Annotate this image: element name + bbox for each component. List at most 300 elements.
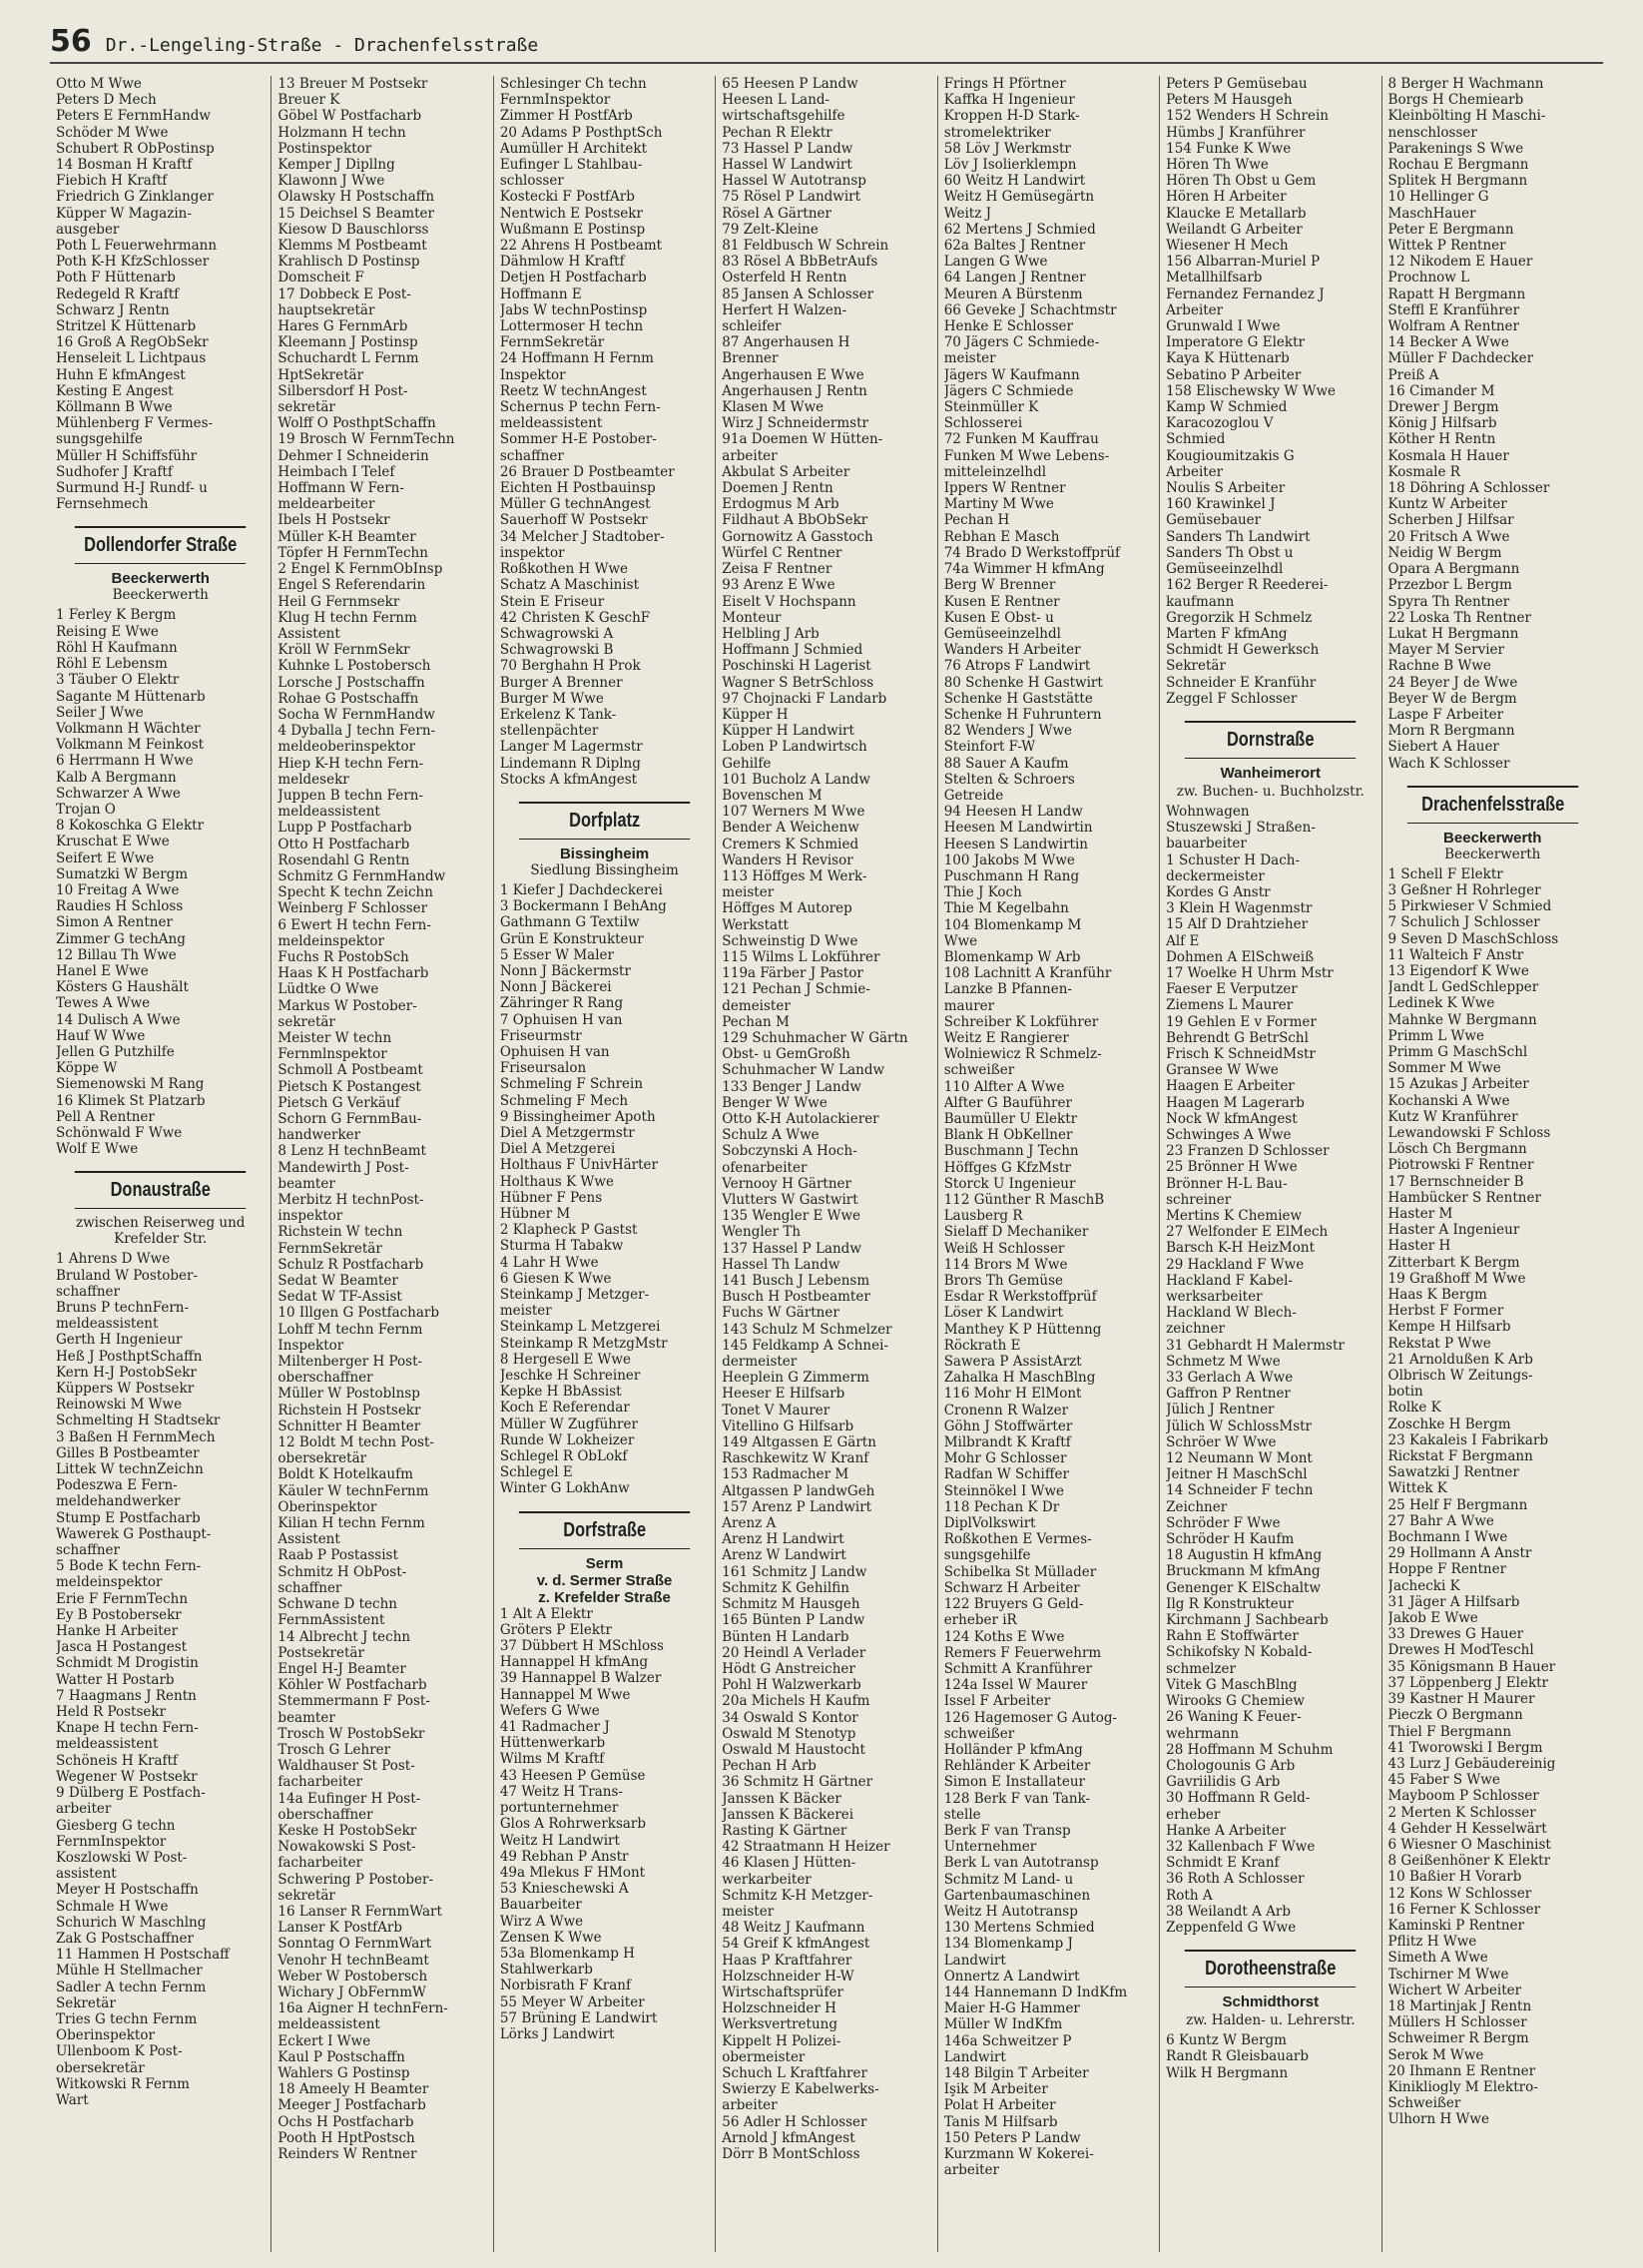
list-item: Burger M Wwe xyxy=(499,690,604,707)
list-item: 129 Schuhmacher W Gärtn xyxy=(722,1029,908,1046)
columns xyxy=(50,76,1603,2252)
list-item: Schorn G FernmBau- xyxy=(277,1111,422,1127)
list-item: Holländer P kfmAng xyxy=(943,1741,1083,1758)
list-item: Hoffmann J Schmied xyxy=(722,642,863,659)
list-item: 25 Brönner H Wwe xyxy=(1166,1159,1298,1176)
list-item: 116 Mohr H ElMont xyxy=(943,1386,1082,1403)
list-item: Schwagrowski A xyxy=(499,625,614,642)
list-item: Mohr G Schlosser xyxy=(943,1450,1067,1467)
list-item: Arnold J kfmAngest xyxy=(722,2129,855,2146)
list-item: Gerth H Ingenieur xyxy=(56,1332,183,1349)
list-item: Hanke A Arbeiter xyxy=(1166,1822,1287,1839)
page-header xyxy=(50,24,1603,64)
list-item: Simon A Rentner xyxy=(56,914,173,931)
list-item: Ledinek K Wwe xyxy=(1387,995,1495,1012)
list-item: Benger W Wwe xyxy=(722,1094,827,1111)
list-item: Gregorzik H Schmelz xyxy=(1166,609,1313,626)
list-item: 148 Bilgin T Arbeiter xyxy=(943,2064,1089,2081)
list-item: 55 Meyer W Arbeiter xyxy=(499,1993,645,2010)
list-item: Scherben J Hilfsar xyxy=(1387,512,1514,529)
list-item: meldesekr xyxy=(277,771,349,788)
list-item: Ulhorn H Wwe xyxy=(1387,2111,1489,2128)
list-item: Surmund H-J Rundf- u xyxy=(56,480,208,497)
list-item: Miltenberger H Post- xyxy=(277,1354,423,1371)
list-item: Janssen K Bäckerei xyxy=(722,1806,854,1823)
list-item: Hannappel M Wwe xyxy=(499,1686,631,1703)
list-item: Schwarz H Arbeiter xyxy=(943,1579,1080,1596)
list-item: Parakenings S Wwe xyxy=(1387,140,1524,157)
list-item: Kempe H Hilfsarb xyxy=(1387,1319,1511,1336)
list-item: 64 Langen J Rentner xyxy=(943,270,1086,286)
list-item: 20 Heindl A Verlader xyxy=(722,1644,866,1661)
page-number: 56 xyxy=(50,24,92,59)
list-item: Arenz A xyxy=(722,1515,777,1532)
list-item: Przezbor L Bergm xyxy=(1387,577,1512,594)
list-item: Müller W Zugführer xyxy=(499,1416,638,1432)
list-item: 32 Kallenbach F Wwe xyxy=(1166,1838,1316,1855)
list-item: Domscheit F xyxy=(277,270,364,286)
list-item: 150 Peters P Landw xyxy=(943,2129,1081,2146)
list-item: 36 Roth A Schlosser xyxy=(1166,1871,1305,1888)
list-item: arbeiter xyxy=(722,2097,778,2114)
list-item: facharbeiter xyxy=(277,1855,363,1872)
list-item: Kippelt H Polizei- xyxy=(722,2032,841,2049)
list-item: Trojan O xyxy=(56,801,116,818)
list-item: Seifert E Wwe xyxy=(56,850,155,866)
list-item: Kochanski A Wwe xyxy=(1387,1092,1510,1109)
list-item: meldearbeiter xyxy=(277,496,375,513)
list-item: Akbulat S Arbeiter xyxy=(722,463,850,480)
list-item: 144 Hannemann D IndKfm xyxy=(943,1984,1128,2000)
list-item: Röhl H Kaufmann xyxy=(56,639,178,656)
column-3 xyxy=(494,76,716,2252)
list-item: Jeschke H Schreiner xyxy=(499,1368,641,1385)
list-item: Monteur xyxy=(722,609,782,626)
list-item: Postinspektor xyxy=(277,140,372,157)
list-item: erheber xyxy=(1166,1806,1221,1823)
list-item: Kordes G Anstr xyxy=(1166,883,1271,900)
list-item: inspektor xyxy=(499,544,565,561)
list-item: 115 Wilms L Lokführer xyxy=(722,948,880,965)
list-item: 48 Weitz J Kaufmann xyxy=(722,1920,865,1937)
section-note: z. Krefelder Straße xyxy=(538,1588,671,1606)
list-item: meldeinspektor xyxy=(56,1574,163,1591)
list-item: 12 Nikodem E Hauer xyxy=(1387,254,1533,271)
list-item: Kaul P Postschaffn xyxy=(277,2048,405,2065)
list-item: Zeggel F Schlosser xyxy=(1166,690,1298,707)
list-item: obersekretär xyxy=(56,2059,145,2076)
list-item: Rolke K xyxy=(1387,1400,1441,1417)
list-item: kaufmann xyxy=(1166,593,1235,610)
list-item: mitteleinzelhdl xyxy=(943,463,1047,480)
list-item: Meuren A Bürstenm xyxy=(943,285,1083,302)
list-item: Hassel Th Landw xyxy=(722,1256,840,1273)
list-item: obermeister xyxy=(722,2048,806,2065)
list-item: Alfter G Bauführer xyxy=(943,1094,1072,1111)
list-item: Köther H Rentn xyxy=(1387,431,1496,448)
list-item: Detjen H Postfacharb xyxy=(499,270,647,286)
list-item: Grunwald I Wwe xyxy=(1166,318,1281,335)
list-item: Meister W techn xyxy=(277,1029,392,1046)
list-item: Hoffmann E xyxy=(499,285,582,302)
list-item: Nock W kfmAngest xyxy=(1166,1110,1298,1127)
list-item: Wach K Schlosser xyxy=(1387,755,1510,772)
list-item: Primm G MaschSchl xyxy=(1387,1043,1528,1060)
list-item: Roßkothen E Vermes- xyxy=(943,1531,1092,1548)
list-item: Weilandt G Arbeiter xyxy=(1166,221,1303,238)
list-item: Stahlwerkarb xyxy=(499,1962,593,1979)
list-item: Herfert H Walzen- xyxy=(722,301,847,318)
list-item: Heil G Fernmsekr xyxy=(277,593,400,610)
list-item: Schulz A Wwe xyxy=(722,1127,820,1144)
list-item: Bender A Weichenw xyxy=(722,820,859,837)
list-item: wirtschaftsgehilfe xyxy=(722,108,845,125)
list-item: 5 Pirkwieser V Schmied xyxy=(1387,898,1552,915)
list-item: Dohmen A ElSchweiß xyxy=(1166,948,1315,965)
list-item: Obst- u GemGroßh xyxy=(722,1046,850,1063)
list-item: Dehmer I Schneiderin xyxy=(277,447,429,464)
list-item: Metallhilfsarb xyxy=(1166,270,1263,286)
list-item: Wolf E Wwe xyxy=(56,1141,139,1158)
list-item: arbeiter xyxy=(722,447,778,464)
list-item: 29 Hackland F Wwe xyxy=(1166,1256,1305,1273)
list-item: FernmInspektor xyxy=(56,1833,167,1850)
list-item: Köhler W Postfacharb xyxy=(277,1677,427,1694)
list-item: Holzschneider H xyxy=(722,2000,836,2017)
section-note: zw. Buchen- u. Buchholzstr. xyxy=(1176,783,1365,800)
list-item: Sanders Th Landwirt xyxy=(1166,528,1311,545)
list-item: Gemüsebauer xyxy=(1166,512,1262,529)
list-item: Löser K Landwirt xyxy=(943,1305,1063,1322)
list-item: Schwagrowski B xyxy=(499,642,614,659)
list-item: Weiß H Schlosser xyxy=(943,1240,1065,1257)
list-item: Käuler W technFernm xyxy=(277,1482,429,1499)
list-item: Preiß A xyxy=(1387,366,1439,383)
list-item: 38 Weilandt A Arb xyxy=(1166,1903,1291,1920)
list-item: 18 Döhring A Schlosser xyxy=(1387,480,1550,497)
list-item: 58 Löv J Werkmstr xyxy=(943,140,1071,157)
list-item: 80 Schenke H Gastwirt xyxy=(943,674,1103,691)
list-item: Fernandez Fernandez J xyxy=(1166,285,1325,302)
list-item: schreiner xyxy=(1166,1191,1232,1208)
list-item: Wolniewicz R Schmelz- xyxy=(943,1046,1102,1063)
list-item: Göhn J Stoffwärter xyxy=(943,1418,1073,1434)
list-item: Lewandowski F Schloss xyxy=(1387,1124,1551,1141)
list-item: Morn R Bergmann xyxy=(1387,723,1515,740)
list-item: 24 Beyer J de Wwe xyxy=(1387,674,1518,691)
list-item: 112 Günther R MaschB xyxy=(943,1192,1105,1209)
running-title: Dr.-Lengeling-Straße - Drachenfelsstraße xyxy=(105,35,539,56)
list-item: Peters E FernmHandw xyxy=(56,108,211,125)
list-item: Polat H Arbeiter xyxy=(943,2097,1056,2114)
list-item: Jägers W Kaufmann xyxy=(943,366,1080,383)
list-item: Haas P Kraftfahrer xyxy=(722,1952,852,1969)
list-item: Sanders Th Obst u xyxy=(1166,544,1294,561)
entry-list xyxy=(722,76,930,2162)
list-item: Kamp W Schmied xyxy=(1166,399,1288,416)
list-item: Noulis S Arbeiter xyxy=(1166,480,1286,497)
list-item: Bruckmann M kfmAng xyxy=(1166,1563,1321,1580)
list-item: Schmied xyxy=(1166,431,1226,448)
list-item: 42 Straatmann H Heizer xyxy=(722,1839,890,1856)
list-item: schleifer xyxy=(722,318,782,335)
list-item: schaffner xyxy=(56,1542,120,1559)
list-item: Fuchs R PostobSch xyxy=(277,948,409,965)
list-item: Splitek H Bergmann xyxy=(1387,173,1528,190)
list-item: Kleinbölting H Maschi- xyxy=(1387,108,1546,125)
list-item: Eichten H Postbauinsp xyxy=(499,480,656,497)
list-item: Lösch Ch Bergmann xyxy=(1387,1141,1527,1158)
district-heading: Wanheimerort xyxy=(1220,764,1321,782)
list-item: Richstein W techn xyxy=(277,1224,403,1241)
list-item: assistent xyxy=(56,1866,117,1883)
list-item: Steinfort F-W xyxy=(943,739,1036,756)
list-item: Cronenn R Walzer xyxy=(943,1402,1069,1418)
list-item: Burger A Brenner xyxy=(499,674,623,691)
list-item: Mandewirth J Post- xyxy=(277,1159,409,1176)
list-item: Lausberg R xyxy=(943,1208,1023,1225)
list-item: Schmitz H ObPost- xyxy=(277,1563,407,1580)
list-item: Jakob E Wwe xyxy=(1387,1610,1478,1627)
list-item: 31 Jäger A Hilfsarb xyxy=(1387,1593,1520,1610)
list-item: 85 Jansen A Schlosser xyxy=(722,285,874,302)
list-item: Arenz H Landwirt xyxy=(722,1531,844,1548)
list-item: Wiesener H Mech xyxy=(1166,238,1289,255)
list-item: Meeger J Postfacharb xyxy=(277,2097,426,2114)
list-item: 165 Bünten P Landw xyxy=(722,1612,865,1629)
list-item: Erkelenz K Tank- xyxy=(499,706,617,723)
list-item: Siemenowski M Rang xyxy=(56,1076,205,1093)
list-item: Rahn E Stoffwärter xyxy=(1166,1628,1299,1645)
list-item: Wußmann E Postinsp xyxy=(499,221,646,238)
list-item: Kruschat E Wwe xyxy=(56,834,170,850)
list-item: Gransee W Wwe xyxy=(1166,1062,1279,1079)
column-4 xyxy=(716,76,937,2252)
list-item: Stuszewski J Straßen- xyxy=(1166,820,1316,837)
list-item: Sawera P AssistArzt xyxy=(943,1354,1082,1371)
list-item: Poth L Feuerwehrmann xyxy=(56,238,218,255)
list-item: Reinowski M Wwe xyxy=(56,1397,183,1414)
list-item: 122 Bruyers G Geld- xyxy=(943,1596,1084,1613)
list-item: Thie J Koch xyxy=(943,884,1022,901)
list-item: 22 Loska Th Rentner xyxy=(1387,609,1531,626)
list-item: 19 Graßhoff M Wwe xyxy=(1387,1270,1526,1287)
entry-list xyxy=(56,607,265,1157)
list-item: 15 Alf D Drahtzieher xyxy=(1166,916,1309,933)
list-item: Fuchs W Gärtner xyxy=(722,1305,839,1322)
list-item: Peter E Bergmann xyxy=(1387,221,1514,238)
list-item: Loben P Landwirtsch xyxy=(722,739,867,756)
list-item: Holzmann H techn xyxy=(277,124,406,141)
list-item: Kemper J Dipllng xyxy=(277,157,395,174)
list-item: Holthaus F UnivHärter xyxy=(499,1157,658,1174)
list-item: 93 Arenz E Wwe xyxy=(722,577,835,594)
list-item: Hoffmann W Fern- xyxy=(277,480,404,497)
list-item: 34 Oswald S Kontor xyxy=(722,1709,858,1726)
list-item: 8 Hergesell E Wwe xyxy=(499,1351,631,1368)
list-item: 29 Hollmann A Anstr xyxy=(1387,1545,1532,1562)
list-item: Vernooy H Gärtner xyxy=(722,1175,851,1192)
list-item: 137 Hassel P Landw xyxy=(722,1240,861,1257)
list-item: 70 Berghahn H Prok xyxy=(499,658,641,675)
list-item: 41 Radmacher J xyxy=(499,1719,610,1736)
list-item: Schmeling F Schrein xyxy=(499,1076,644,1093)
list-item: Gornowitz A Gasstoch xyxy=(722,528,873,545)
list-item: Alf E xyxy=(1166,932,1200,949)
list-item: Barsch K-H HeizMont xyxy=(1166,1240,1315,1257)
list-item: Lindemann R Diplng xyxy=(499,755,641,772)
list-item: Pohl H Walzwerkarb xyxy=(722,1677,861,1694)
list-item: Hannappel H kfmAng xyxy=(499,1654,649,1671)
list-item: Pietsch G Verkäuf xyxy=(277,1094,400,1111)
entry-list xyxy=(500,1606,709,2042)
list-item: 26 Waning K Feuer- xyxy=(1166,1709,1302,1726)
list-item: Landwirt xyxy=(943,2048,1006,2065)
list-item: Hiep K-H techn Fern- xyxy=(277,755,424,772)
list-item: 12 Kons W Schlosser xyxy=(1387,1885,1532,1902)
list-item: Fiebich H Kraftf xyxy=(56,173,168,190)
list-item: 1 Ahrens D Wwe xyxy=(56,1251,171,1268)
list-item: 39 Kastner H Maurer xyxy=(1387,1691,1535,1708)
list-item: Kilian H techn Fernm xyxy=(277,1515,425,1532)
list-item: Hassel W Landwirt xyxy=(722,157,852,174)
list-item: Knape H techn Fern- xyxy=(56,1720,199,1737)
list-item: Sekretär xyxy=(1166,658,1226,675)
list-item: 56 Adler H Schlosser xyxy=(722,2113,867,2130)
list-item: Blank H ObKellner xyxy=(943,1127,1073,1144)
entry-list xyxy=(56,1251,265,2108)
list-item: Weitz H Landwirt xyxy=(499,1832,620,1849)
street-heading: Drachenfelsstraße xyxy=(1406,786,1578,824)
district-heading: Schmidthorst xyxy=(1222,1993,1320,2011)
column-5 xyxy=(938,76,1160,2252)
list-item: Gaffron P Rentner xyxy=(1166,1386,1291,1403)
list-item: Herbst F Former xyxy=(1387,1303,1504,1320)
list-item: 83 Rösel A BbBetrAufs xyxy=(722,254,878,271)
entry-list xyxy=(1388,866,1597,2128)
list-item: 7 Haagmans J Rentn xyxy=(56,1687,197,1704)
list-item: Wirooks G Chemiew xyxy=(1166,1693,1305,1710)
list-item: 1 Schuster H Dach- xyxy=(1166,851,1301,868)
list-item: 88 Sauer A Kaufm xyxy=(943,755,1069,772)
list-item: hauptsekretär xyxy=(277,301,375,318)
list-item: Zensen K Wwe xyxy=(499,1929,602,1946)
list-item: Kern H-J PostobSekr xyxy=(56,1364,197,1381)
list-item: FernmSekretär xyxy=(277,1240,382,1257)
list-item: meldeinspektor xyxy=(277,932,384,949)
list-item: Remers F Feuerwehrm xyxy=(943,1644,1102,1661)
list-item: Holzschneider H-W xyxy=(722,1968,854,1984)
list-item: Hambücker S Rentner xyxy=(1387,1189,1541,1206)
list-item: 157 Arenz P Landwirt xyxy=(722,1498,872,1515)
list-item: Gröters P Elektr xyxy=(499,1621,612,1638)
list-item: 161 Schmitz J Landw xyxy=(722,1563,867,1580)
list-item: Martiny M Wwe xyxy=(943,496,1054,513)
list-item: 14a Eufinger H Post- xyxy=(277,1790,421,1807)
list-item: 22 Ahrens H Postbeamt xyxy=(499,238,663,255)
list-item: Schmitz M Land- u xyxy=(943,1871,1074,1888)
list-item: 23 Franzen D Schlosser xyxy=(1166,1143,1330,1160)
list-item: Schmidt H Gewerksch xyxy=(1166,642,1320,659)
list-item: Lottermoser H techn xyxy=(499,318,644,335)
list-item: 1 Kiefer J Dachdeckerei xyxy=(499,881,663,898)
list-item: Langen G Wwe xyxy=(943,254,1048,271)
list-item: Reetz W technAngest xyxy=(499,382,647,399)
list-item: Steinmüller K xyxy=(943,399,1039,416)
list-item: 10 Baßier H Vorarb xyxy=(1387,1869,1522,1886)
list-item: König J Hilfsarb xyxy=(1387,415,1497,432)
list-item: Wagner S BetrSchloss xyxy=(722,674,874,691)
list-item: Henke E Schlosser xyxy=(943,318,1073,335)
list-item: Erdogmus M Arb xyxy=(722,496,839,513)
list-item: Peters D Mech xyxy=(56,92,157,109)
list-item: Zitterbart K Bergm xyxy=(1387,1254,1520,1271)
list-item: 108 Lachnitt A Kranführ xyxy=(943,965,1112,982)
list-item: Hanel E Wwe xyxy=(56,962,149,979)
list-item: Steinkamp L Metzgerei xyxy=(499,1319,661,1336)
list-item: 8 Kokoschka G Elektr xyxy=(56,818,205,835)
list-item: Schatz A Maschinist xyxy=(499,577,640,594)
list-item: Wengler Th xyxy=(722,1224,802,1241)
list-item: wehrmann xyxy=(1166,1725,1240,1742)
list-item: Ey B Postobersekr xyxy=(56,1606,182,1623)
list-item: Schweimer R Bergm xyxy=(1387,2030,1529,2047)
list-item: schmelzer xyxy=(1166,1660,1236,1677)
list-item: Frings H Pförtner xyxy=(943,76,1066,92)
list-item: Ziemens L Maurer xyxy=(1166,997,1294,1014)
list-item: sekretär xyxy=(277,1887,335,1904)
list-item: 11 Walteich F Anstr xyxy=(1387,946,1524,963)
list-item: Kinikliogly M Elektro- xyxy=(1387,2078,1538,2095)
list-item: Höffges G KfzMstr xyxy=(943,1159,1071,1176)
list-item: Zähringer R Rang xyxy=(499,995,624,1012)
list-item: Schnitter H Beamter xyxy=(277,1418,421,1434)
list-item: Lüdtke O Wwe xyxy=(277,981,379,998)
list-item: Rasting K Gärtner xyxy=(722,1822,847,1839)
list-item: dermeister xyxy=(722,1354,798,1371)
list-item: Sonntag O FernmWart xyxy=(277,1936,432,1953)
district-heading: Beeckerwerth xyxy=(111,570,210,588)
list-item: Stein E Friseur xyxy=(499,593,605,610)
list-item: Vitellino G Hilfsarb xyxy=(722,1418,854,1434)
list-item: 24 Hoffmann H Fernm xyxy=(499,350,654,367)
list-item: Krahlisch D Postinsp xyxy=(277,254,420,271)
list-item: Jägers C Schmiede xyxy=(943,382,1074,399)
list-item: Radfan W Schiffer xyxy=(943,1466,1069,1483)
list-item: 107 Werners M Wwe xyxy=(722,804,865,821)
list-item: Wirtschaftsprüfer xyxy=(722,1984,843,2000)
list-item: Wahlers G Postinsp xyxy=(277,2064,410,2081)
list-item: 41 Tworowski I Bergm xyxy=(1387,1739,1543,1756)
list-item: 74a Wimmer H kfmAng xyxy=(943,561,1105,578)
entry-list xyxy=(944,76,1153,2178)
list-item: 3 Bockermann I BehAng xyxy=(499,898,667,915)
list-item: Friseursalon xyxy=(499,1060,587,1077)
list-item: Müller H Schiffsführ xyxy=(56,447,198,464)
list-item: Bruland W Postober- xyxy=(56,1267,199,1284)
section-note: v. d. Sermer Straße xyxy=(536,1571,673,1589)
list-item: Tanis M Hilfsarb xyxy=(943,2113,1058,2130)
list-item: Schreiber K Lokführer xyxy=(943,1013,1099,1030)
list-item: bauarbeiter xyxy=(1166,836,1247,852)
list-item: Koszlowski W Post- xyxy=(56,1849,188,1866)
list-item: Busch H Postbeamter xyxy=(722,1289,870,1306)
list-item: Schwarzer A Wwe xyxy=(56,785,181,802)
list-item: Wohnwagen xyxy=(1166,803,1250,820)
list-item: meldeassistent xyxy=(277,2016,380,2033)
list-item: stellenpächter xyxy=(499,723,599,740)
list-item: 14 Bosman H Kraftf xyxy=(56,157,193,174)
